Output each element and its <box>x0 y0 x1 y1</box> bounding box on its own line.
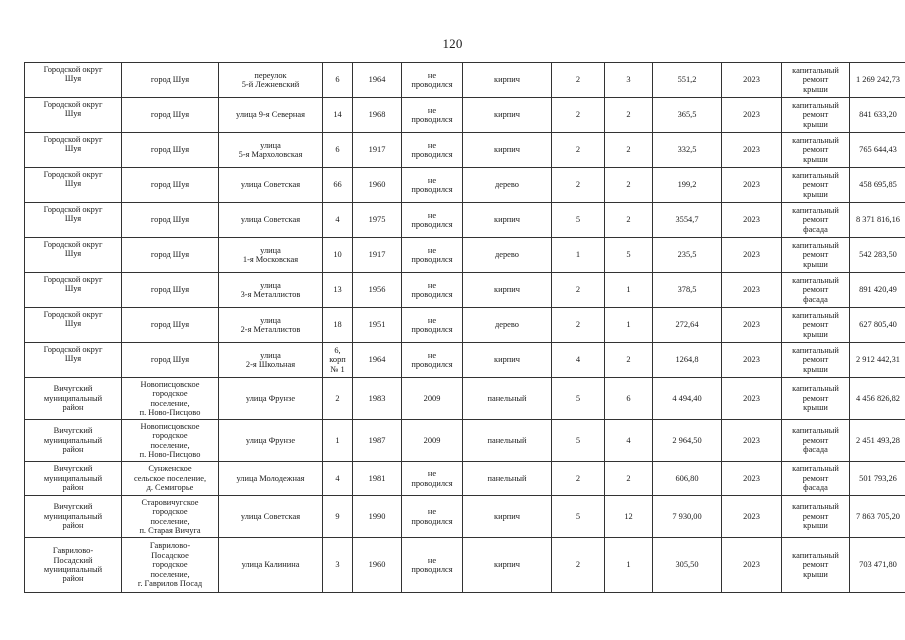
year-built-cell: 1960 <box>353 168 402 203</box>
floors-cell: 2 <box>552 63 605 98</box>
house-cell: 14 <box>323 98 353 133</box>
floors-cell: 5 <box>552 420 605 462</box>
last-repair-cell: не проводился <box>402 168 463 203</box>
entrances-cell: 4 <box>605 420 653 462</box>
table-row <box>25 538 905 593</box>
floors-cell: 1 <box>552 238 605 273</box>
entrances-cell: 3 <box>605 63 653 98</box>
last-repair-cell: не проводился <box>402 308 463 343</box>
floors-cell: 2 <box>552 98 605 133</box>
floors-cell: 5 <box>552 378 605 420</box>
area-cell: 199,2 <box>653 168 722 203</box>
year-built-cell: 1987 <box>353 420 402 462</box>
year-built-cell: 1968 <box>353 98 402 133</box>
cost-cell: 501 793,26 <box>850 462 905 496</box>
year-built-cell: 1917 <box>353 133 402 168</box>
district-cell: Гаврилово- Посадский муниципальный район <box>25 538 122 593</box>
settlement-cell: город Шуя <box>122 203 219 238</box>
floors-cell: 2 <box>552 308 605 343</box>
house-cell: 13 <box>323 273 353 308</box>
area-cell: 235,5 <box>653 238 722 273</box>
house-cell: 4 <box>323 203 353 238</box>
house-cell: 6, корп № 1 <box>323 343 353 378</box>
district-cell: Городской округ Шуя <box>25 168 122 203</box>
work-type-cell: капитальный ремонт крыши <box>782 63 850 98</box>
table-row <box>25 133 905 168</box>
plan-year-cell: 2023 <box>722 420 782 462</box>
plan-year-cell: 2023 <box>722 378 782 420</box>
area-cell: 606,80 <box>653 462 722 496</box>
house-cell: 6 <box>323 133 353 168</box>
street-cell: улица Фрунзе <box>219 420 323 462</box>
street-cell: улица Советская <box>219 203 323 238</box>
plan-year-cell: 2023 <box>722 273 782 308</box>
wall-material-cell: дерево <box>463 168 552 203</box>
wall-material-cell: кирпич <box>463 203 552 238</box>
area-cell: 305,50 <box>653 538 722 593</box>
plan-year-cell: 2023 <box>722 133 782 168</box>
plan-year-cell: 2023 <box>722 63 782 98</box>
district-cell: Вичугский муниципальный район <box>25 496 122 538</box>
work-type-cell: капитальный ремонт крыши <box>782 308 850 343</box>
wall-material-cell: дерево <box>463 308 552 343</box>
area-cell: 365,5 <box>653 98 722 133</box>
wall-material-cell: панельный <box>463 378 552 420</box>
page-number: 120 <box>442 36 463 51</box>
plan-year-cell: 2023 <box>722 462 782 496</box>
district-cell: Городской округ Шуя <box>25 98 122 133</box>
entrances-cell: 1 <box>605 308 653 343</box>
house-cell: 9 <box>323 496 353 538</box>
house-cell: 1 <box>323 420 353 462</box>
area-cell: 1264,8 <box>653 343 722 378</box>
year-built-cell: 1917 <box>353 238 402 273</box>
work-type-cell: капитальный ремонт крыши <box>782 98 850 133</box>
settlement-cell: город Шуя <box>122 343 219 378</box>
last-repair-cell: не проводился <box>402 203 463 238</box>
work-type-cell: капитальный ремонт фасада <box>782 273 850 308</box>
settlement-cell: город Шуя <box>122 238 219 273</box>
table-row <box>25 462 905 496</box>
settlement-cell: город Шуя <box>122 308 219 343</box>
wall-material-cell: панельный <box>463 420 552 462</box>
year-built-cell: 1983 <box>353 378 402 420</box>
area-cell: 332,5 <box>653 133 722 168</box>
repair-registry-table <box>24 62 905 593</box>
plan-year-cell: 2023 <box>722 308 782 343</box>
table-row <box>25 168 905 203</box>
work-type-cell: капитальный ремонт фасада <box>782 420 850 462</box>
wall-material-cell: кирпич <box>463 496 552 538</box>
settlement-cell: город Шуя <box>122 273 219 308</box>
street-cell: улица Советская <box>219 496 323 538</box>
year-built-cell: 1956 <box>353 273 402 308</box>
entrances-cell: 2 <box>605 133 653 168</box>
entrances-cell: 12 <box>605 496 653 538</box>
cost-cell: 765 644,43 <box>850 133 905 168</box>
settlement-cell: Старовичугское городское поселение, п. Старая Вичуга <box>122 496 219 538</box>
floors-cell: 2 <box>552 538 605 593</box>
house-cell: 4 <box>323 462 353 496</box>
table-row <box>25 378 905 420</box>
year-built-cell: 1964 <box>353 343 402 378</box>
settlement-cell: Гаврилово- Посадское городское поселение, г. Гаврилов Посад <box>122 538 219 593</box>
last-repair-cell: не проводился <box>402 496 463 538</box>
settlement-cell: город Шуя <box>122 98 219 133</box>
wall-material-cell: кирпич <box>463 98 552 133</box>
table-row <box>25 98 905 133</box>
year-built-cell: 1981 <box>353 462 402 496</box>
cost-cell: 627 805,40 <box>850 308 905 343</box>
district-cell: Городской округ Шуя <box>25 238 122 273</box>
street-cell: улица Молодежная <box>219 462 323 496</box>
settlement-cell: Сунженское сельское поселение, д. Семигорье <box>122 462 219 496</box>
work-type-cell: капитальный ремонт крыши <box>782 538 850 593</box>
street-cell: улица 1-я Московская <box>219 238 323 273</box>
area-cell: 3554,7 <box>653 203 722 238</box>
work-type-cell: капитальный ремонт крыши <box>782 343 850 378</box>
house-cell: 10 <box>323 238 353 273</box>
plan-year-cell: 2023 <box>722 168 782 203</box>
work-type-cell: капитальный ремонт крыши <box>782 168 850 203</box>
plan-year-cell: 2023 <box>722 203 782 238</box>
street-cell: улица Советская <box>219 168 323 203</box>
street-cell: улица 5-я Мархоловская <box>219 133 323 168</box>
wall-material-cell: кирпич <box>463 538 552 593</box>
district-cell: Городской округ Шуя <box>25 63 122 98</box>
district-cell: Вичугский муниципальный район <box>25 420 122 462</box>
cost-cell: 7 863 705,20 <box>850 496 905 538</box>
street-cell: улица 3-я Металлистов <box>219 273 323 308</box>
floors-cell: 2 <box>552 168 605 203</box>
year-built-cell: 1990 <box>353 496 402 538</box>
house-cell: 66 <box>323 168 353 203</box>
floors-cell: 2 <box>552 133 605 168</box>
settlement-cell: Новописцовское городское поселение, п. Ново-Писцово <box>122 378 219 420</box>
last-repair-cell: не проводился <box>402 343 463 378</box>
district-cell: Городской округ Шуя <box>25 203 122 238</box>
house-cell: 6 <box>323 63 353 98</box>
street-cell: улица Калинина <box>219 538 323 593</box>
cost-cell: 8 371 816,16 <box>850 203 905 238</box>
entrances-cell: 1 <box>605 538 653 593</box>
cost-cell: 841 633,20 <box>850 98 905 133</box>
floors-cell: 4 <box>552 343 605 378</box>
district-cell: Городской округ Шуя <box>25 133 122 168</box>
settlement-cell: город Шуя <box>122 63 219 98</box>
cost-cell: 1 269 242,73 <box>850 63 905 98</box>
cost-cell: 703 471,80 <box>850 538 905 593</box>
year-built-cell: 1960 <box>353 538 402 593</box>
district-cell: Городской округ Шуя <box>25 273 122 308</box>
last-repair-cell: не проводился <box>402 273 463 308</box>
entrances-cell: 2 <box>605 343 653 378</box>
table-row <box>25 343 905 378</box>
floors-cell: 5 <box>552 203 605 238</box>
plan-year-cell: 2023 <box>722 496 782 538</box>
table-row <box>25 63 905 98</box>
floors-cell: 2 <box>552 462 605 496</box>
settlement-cell: Новописцовское городское поселение, п. Ново-Писцово <box>122 420 219 462</box>
last-repair-cell: 2009 <box>402 378 463 420</box>
settlement-cell: город Шуя <box>122 168 219 203</box>
table-row <box>25 308 905 343</box>
street-cell: переулок 5-й Лежневский <box>219 63 323 98</box>
work-type-cell: капитальный ремонт крыши <box>782 496 850 538</box>
district-cell: Городской округ Шуя <box>25 308 122 343</box>
plan-year-cell: 2023 <box>722 98 782 133</box>
floors-cell: 2 <box>552 273 605 308</box>
year-built-cell: 1975 <box>353 203 402 238</box>
street-cell: улица 2-я Школьная <box>219 343 323 378</box>
house-cell: 18 <box>323 308 353 343</box>
last-repair-cell: не проводился <box>402 238 463 273</box>
wall-material-cell: кирпич <box>463 273 552 308</box>
wall-material-cell: кирпич <box>463 63 552 98</box>
house-cell: 2 <box>323 378 353 420</box>
wall-material-cell: кирпич <box>463 133 552 168</box>
table-row <box>25 273 905 308</box>
cost-cell: 2 451 493,28 <box>850 420 905 462</box>
area-cell: 2 964,50 <box>653 420 722 462</box>
wall-material-cell: дерево <box>463 238 552 273</box>
cost-cell: 4 456 826,82 <box>850 378 905 420</box>
entrances-cell: 2 <box>605 98 653 133</box>
year-built-cell: 1964 <box>353 63 402 98</box>
work-type-cell: капитальный ремонт фасада <box>782 462 850 496</box>
settlement-cell: город Шуя <box>122 133 219 168</box>
district-cell: Городской округ Шуя <box>25 343 122 378</box>
area-cell: 4 494,40 <box>653 378 722 420</box>
entrances-cell: 2 <box>605 462 653 496</box>
floors-cell: 5 <box>552 496 605 538</box>
entrances-cell: 1 <box>605 273 653 308</box>
area-cell: 7 930,00 <box>653 496 722 538</box>
plan-year-cell: 2023 <box>722 238 782 273</box>
table-row <box>25 238 905 273</box>
street-cell: улица 9-я Северная <box>219 98 323 133</box>
work-type-cell: капитальный ремонт крыши <box>782 133 850 168</box>
entrances-cell: 2 <box>605 168 653 203</box>
last-repair-cell: не проводился <box>402 98 463 133</box>
last-repair-cell: 2009 <box>402 420 463 462</box>
work-type-cell: капитальный ремонт фасада <box>782 203 850 238</box>
work-type-cell: капитальный ремонт крыши <box>782 378 850 420</box>
last-repair-cell: не проводился <box>402 538 463 593</box>
year-built-cell: 1951 <box>353 308 402 343</box>
district-cell: Вичугский муниципальный район <box>25 462 122 496</box>
area-cell: 272,64 <box>653 308 722 343</box>
cost-cell: 542 283,50 <box>850 238 905 273</box>
cost-cell: 2 912 442,31 <box>850 343 905 378</box>
wall-material-cell: кирпич <box>463 343 552 378</box>
area-cell: 551,2 <box>653 63 722 98</box>
plan-year-cell: 2023 <box>722 538 782 593</box>
entrances-cell: 2 <box>605 203 653 238</box>
area-cell: 378,5 <box>653 273 722 308</box>
district-cell: Вичугский муниципальный район <box>25 378 122 420</box>
work-type-cell: капитальный ремонт крыши <box>782 238 850 273</box>
plan-year-cell: 2023 <box>722 343 782 378</box>
table-row <box>25 496 905 538</box>
cost-cell: 891 420,49 <box>850 273 905 308</box>
last-repair-cell: не проводился <box>402 63 463 98</box>
entrances-cell: 5 <box>605 238 653 273</box>
table-row <box>25 420 905 462</box>
wall-material-cell: панельный <box>463 462 552 496</box>
table-row <box>25 203 905 238</box>
entrances-cell: 6 <box>605 378 653 420</box>
cost-cell: 458 695,85 <box>850 168 905 203</box>
street-cell: улица Фрунзе <box>219 378 323 420</box>
house-cell: 3 <box>323 538 353 593</box>
last-repair-cell: не проводился <box>402 462 463 496</box>
last-repair-cell: не проводился <box>402 133 463 168</box>
street-cell: улица 2-я Металлистов <box>219 308 323 343</box>
